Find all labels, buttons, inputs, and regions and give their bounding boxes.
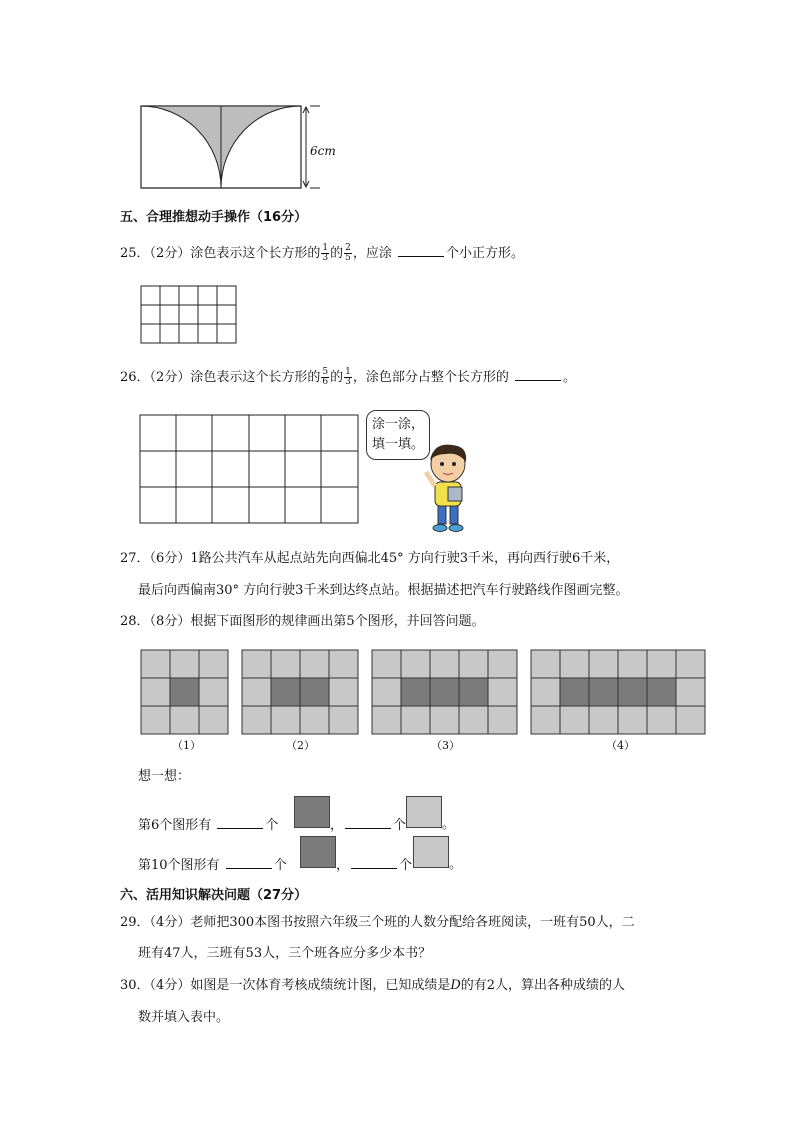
light-square xyxy=(560,706,589,734)
question-27-line-1: 27．（6分）1路公共汽车从起点站先向西偏北45° 方向行驶3千米，再向西行驶6千米， xyxy=(120,551,620,566)
light-square xyxy=(271,650,300,678)
think-label: 想一想： xyxy=(138,769,191,784)
question-30-line-2: 数并填入表中。 xyxy=(138,1010,230,1025)
light-square xyxy=(170,650,199,678)
light-square xyxy=(459,650,488,678)
row6-dark-blank[interactable] xyxy=(217,816,263,829)
q25-mid: 的 xyxy=(330,246,344,261)
light-square xyxy=(372,706,401,734)
section-six-heading: 六、活用知识解决问题（27分） xyxy=(120,888,308,903)
light-square xyxy=(531,678,560,706)
dark-square xyxy=(401,678,430,706)
row10-light-square-icon xyxy=(413,836,449,868)
row-figure-6 xyxy=(138,816,278,835)
light-square xyxy=(141,706,170,734)
light-square xyxy=(329,678,358,706)
light-square xyxy=(618,706,647,734)
row10-prefix: 第10个图形有 xyxy=(138,858,220,873)
light-square xyxy=(372,650,401,678)
light-square xyxy=(647,706,676,734)
row10-unit-2: 个 xyxy=(399,858,413,873)
dark-square xyxy=(560,678,589,706)
q25-after: ，应涂 xyxy=(352,246,392,261)
light-square xyxy=(300,650,329,678)
light-square xyxy=(531,706,560,734)
light-square xyxy=(647,650,676,678)
dark-square xyxy=(430,678,459,706)
cartoon-boy-illustration xyxy=(418,442,478,534)
q26-prefix: 26．（2分）涂色表示这个长方形的 xyxy=(120,370,321,385)
row10-dark-square-icon xyxy=(300,836,336,868)
q25-fraction-1: $\frac{1}{3}$ xyxy=(322,243,329,263)
row6-unit-1: 个 xyxy=(265,818,279,833)
light-square xyxy=(676,706,705,734)
light-square xyxy=(488,678,517,706)
light-square xyxy=(329,650,358,678)
row-figure-10-part-2 xyxy=(336,856,412,875)
row10-unit-1: 个 xyxy=(273,858,287,873)
dark-square xyxy=(271,678,300,706)
row-figure-10 xyxy=(138,856,287,875)
pattern-caption-2: （2） xyxy=(286,739,315,752)
question-29-line-2: 班有47人，三班有53人，三个班各应分多少本书？ xyxy=(138,946,432,961)
row6-light-blank[interactable] xyxy=(345,816,391,829)
light-square xyxy=(430,650,459,678)
light-square xyxy=(618,650,647,678)
dark-square xyxy=(589,678,618,706)
light-square xyxy=(372,678,401,706)
q26-mid: 的 xyxy=(330,370,344,385)
q26-grid xyxy=(139,414,361,526)
row6-light-square-icon xyxy=(406,796,442,828)
q26-fraction-1: $\frac{5}{6}$ xyxy=(322,367,329,387)
question-28: 28．（8分）根据下面图形的规律画出第5个图形，并回答问题。 xyxy=(120,614,485,629)
pattern-caption-3: （3） xyxy=(431,739,460,752)
q25-suffix: 个小正方形。 xyxy=(445,246,524,261)
light-square xyxy=(329,706,358,734)
row10-period: 。 xyxy=(449,857,463,872)
light-square xyxy=(676,678,705,706)
light-square xyxy=(199,706,228,734)
dark-square xyxy=(170,678,199,706)
row6-prefix: 第6个图形有 xyxy=(138,818,212,833)
bubble-line-2: 填一填。 xyxy=(371,437,424,452)
light-square xyxy=(531,650,560,678)
pattern-caption-1: （1） xyxy=(172,739,201,752)
q25-grid xyxy=(140,285,238,345)
q30-prefix: 30．（4分）如图是一次体育考核成绩统计图，已知成绩是 xyxy=(120,978,451,993)
light-square xyxy=(271,706,300,734)
dark-square xyxy=(618,678,647,706)
pattern-figure-2 xyxy=(241,649,359,735)
light-square xyxy=(401,706,430,734)
pattern-caption-4: （4） xyxy=(606,739,635,752)
q25-fraction-2: $\frac{2}{5}$ xyxy=(345,243,351,263)
dimension-label: 6cm xyxy=(310,144,336,158)
light-square xyxy=(488,706,517,734)
dark-square xyxy=(459,678,488,706)
light-square xyxy=(589,650,618,678)
light-square xyxy=(199,678,228,706)
light-square xyxy=(170,706,199,734)
light-square xyxy=(300,706,329,734)
question-29-line-1: 29．（4分）老师把300本图书按照六年级三个班的人数分配给各班阅读，一班有50人，二 xyxy=(120,915,635,930)
question-25 xyxy=(120,244,524,263)
row10-dark-blank[interactable] xyxy=(226,856,272,869)
q30-suffix: 的有2人，算出各种成绩的人 xyxy=(460,978,626,993)
light-square xyxy=(459,706,488,734)
q25-prefix: 25．（2分）涂色表示这个长方形的 xyxy=(120,246,321,261)
row6-dark-square-icon xyxy=(294,796,330,828)
light-square xyxy=(141,678,170,706)
dark-square xyxy=(647,678,676,706)
light-square xyxy=(560,650,589,678)
dark-square xyxy=(300,678,329,706)
light-square xyxy=(199,650,228,678)
row6-unit-2: 个 xyxy=(393,818,407,833)
question-26 xyxy=(120,368,576,387)
q26-suffix: 。 xyxy=(562,370,576,385)
row10-light-blank[interactable] xyxy=(351,856,397,869)
light-square xyxy=(242,650,271,678)
pattern-figure-3 xyxy=(371,649,518,735)
light-square xyxy=(676,650,705,678)
light-square xyxy=(430,706,459,734)
light-square xyxy=(589,706,618,734)
question-27-line-2: 最后向西偏南30° 方向行驶3千米到达终点站。根据描述把汽车行驶路线作图画完整。 xyxy=(138,583,629,598)
q26-after: ，涂色部分占整个长方形的 xyxy=(352,370,509,385)
q30-grade: D xyxy=(450,978,461,993)
q26-answer-blank[interactable] xyxy=(515,368,561,381)
q25-answer-blank[interactable] xyxy=(398,244,444,257)
light-square xyxy=(242,706,271,734)
row6-period: 。 xyxy=(442,817,456,832)
row10-comma: ， xyxy=(336,858,350,873)
light-square xyxy=(141,650,170,678)
light-square xyxy=(488,650,517,678)
pattern-figure-4 xyxy=(530,649,706,735)
row-figure-6-part-2 xyxy=(330,816,406,835)
q26-fraction-2: $\frac{1}{3}$ xyxy=(345,367,351,387)
question-30-line-1 xyxy=(120,977,625,995)
section-five-heading: 五、合理推想动手操作（16分） xyxy=(120,210,308,225)
bubble-line-1: 涂一涂， xyxy=(371,417,424,432)
row6-comma: ， xyxy=(330,818,344,833)
light-square xyxy=(401,650,430,678)
light-square xyxy=(242,678,271,706)
pattern-figure-1 xyxy=(140,649,229,735)
